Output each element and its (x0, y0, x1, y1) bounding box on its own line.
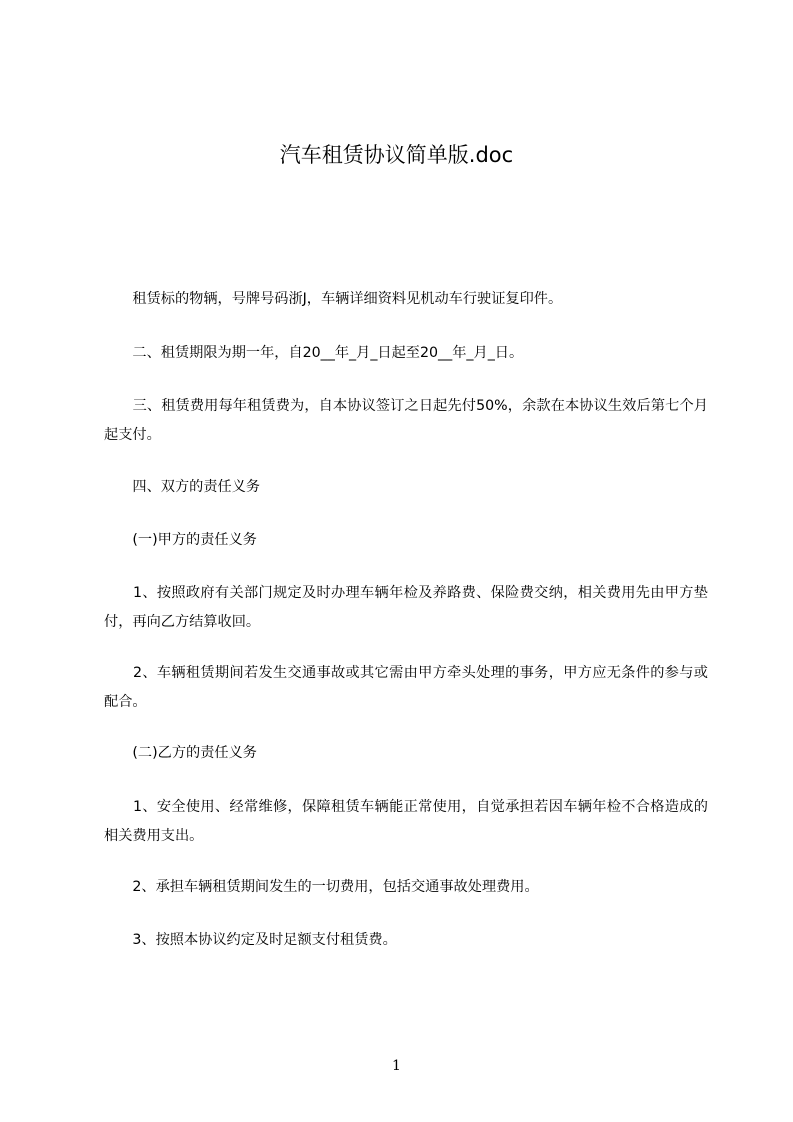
paragraph-party-b-duty-3: 3、按照本协议约定及时足额支付租赁费。 (104, 932, 397, 948)
paragraph-party-b-duty-1: 1、安全使用、经常维修，保障租赁车辆能正常使用，自觉承担若因车辆年检不合格造成的相关费用支出。 (104, 799, 708, 844)
paragraph-party-b-duty-2: 2、承担车辆租赁期间发生的一切费用，包括交通事故处理费用。 (104, 879, 539, 895)
document-title: 汽车租赁协议简单版.doc (279, 143, 514, 167)
heading-party-b-duties: (二)乙方的责任义务 (104, 745, 257, 761)
paragraph-party-a-duty-2: 2、车辆租赁期间若发生交通事故或其它需由甲方牵头处理的事务，甲方应无条件的参与或配合。 (104, 665, 708, 710)
paragraph-rental-object: 租赁标的物辆，号牌号码浙J，车辆详细资料见机动车行驶证复印件。 (104, 291, 563, 307)
heading-responsibilities: 四、双方的责任义务 (104, 479, 261, 495)
paragraph-party-a-duty-1: 1、按照政府有关部门规定及时办理车辆年检及养路费、保险费交纳，相关费用先由甲方垫付，再向乙方结算收回。 (104, 585, 708, 630)
page-number: 1 (392, 1058, 401, 1074)
paragraph-rental-period: 二、租赁期限为期一年，自20__年_月_日起至20__年_月_日。 (104, 345, 524, 361)
paragraph-rental-fee: 三、租赁费用每年租赁费为，自本协议签订之日起先付50%，余款在本协议生效后第七个月起支付。 (104, 398, 708, 443)
heading-party-a-duties: (一)甲方的责任义务 (104, 532, 257, 548)
